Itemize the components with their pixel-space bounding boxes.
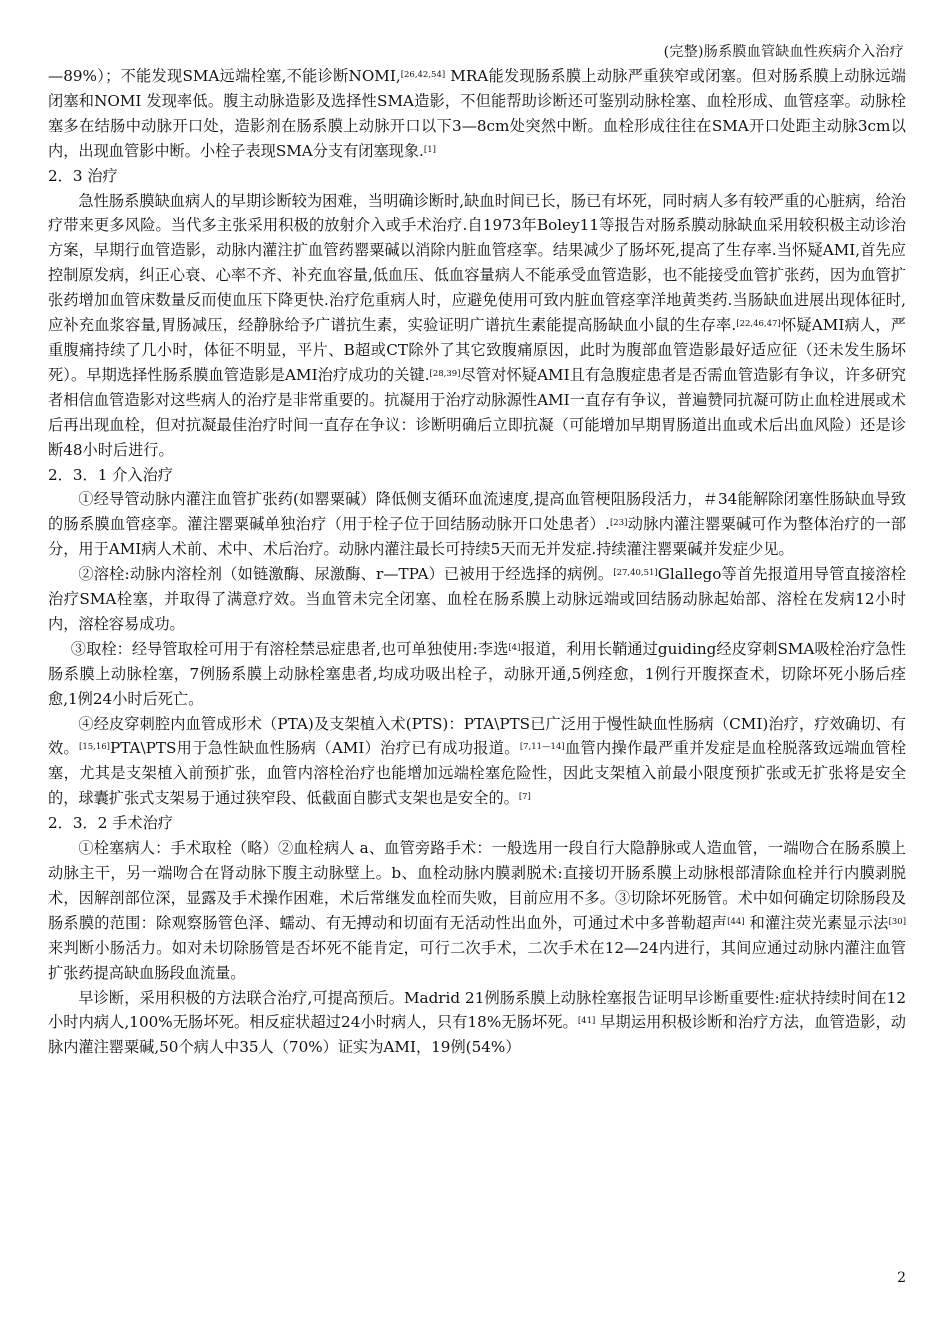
section-heading: [48, 164, 906, 189]
running-header: (完整)肠系膜血管缺血性疾病介入治疗: [663, 44, 904, 60]
text-run: 尽管对怀疑AMI且有急腹症患者是否需血管造影有争议，许多研究者相信血管造影对这些病人的治疗是非常重要的。抗凝用于治疗动脉源性AMI一直存有争议，普遍赞同抗凝可防止血栓进展或术后再出现血栓，但对抗凝最佳治疗时间一直存在争议：诊断明确后立即抗凝（可能增加早期胃肠道出血或术后出血风险）还是诊断48小时后进行。: [48, 365, 906, 459]
text-run: ④经皮穿刺腔内血管成形术（PTA)及支架植入术(PTS)：PTA\PTS已广泛用于慢性缺血性肠病（CMI)治疗，疗效确切、有效。: [48, 714, 906, 758]
paragraph: [48, 487, 906, 562]
citation-ref: [41]: [577, 1016, 596, 1027]
text-run: 2．3．1 介入治疗: [48, 465, 173, 484]
citation-ref: [7]: [518, 792, 531, 803]
text-run: 动脉内灌注罂粟碱可作为整体治疗的一部分，用于AMI病人术前、术中、术后治疗。动脉内灌注最长可持续5天而无并发症.持续灌注罂粟碱并发症少见。: [48, 515, 907, 559]
citation-ref: [15,16]: [79, 742, 110, 753]
text-run: ①经导管动脉内灌注血管扩张药(如罂粟碱）降低侧支循环血流速度,提高血管梗阻肠段活力，＃34能解除闭塞性肠缺血导致的肠系膜血管痉挛。灌注罂粟碱单独治疗（用于栓子位于回结肠动脉开口处患者）.: [48, 490, 906, 534]
text-run: 2．3．2 手术治疗: [48, 814, 173, 833]
citation-ref: [1]: [423, 144, 436, 155]
citation-ref: [30]: [888, 916, 907, 927]
citation-ref: [26,42,54]: [400, 70, 446, 80]
paragraph: [48, 189, 906, 463]
text-run: 血管内操作最严重并发症是血栓脱落致远端血管栓塞，尤其是支架植入前预扩张，血管内溶栓治疗也能增加远端栓塞危险性，因此支架植入前最小限度预扩张或无扩张将是安全的，球囊扩张式支架易于通过狭窄段、低截面自膨式支架也是安全的。: [48, 739, 907, 808]
citation-ref: [22,46,47]: [736, 319, 781, 330]
citation-ref: [44]: [727, 916, 745, 927]
text-run: Glallego等首先报道用导管直接溶栓治疗SMA栓塞，并取得了满意疗效。当血管未完全闭塞、血栓在肠系膜上动脉远端或回结肠动脉起始部、溶栓在发病12小时内，溶栓容易成功。: [48, 565, 906, 633]
citation-ref: [28,39]: [429, 368, 461, 379]
section-heading: [48, 811, 906, 836]
text-run: 来判断小肠活力。如对未切除肠管是否坏死不能肯定，可行二次手术，二次手术在12—24内进行，其间应通过动脉内灌注血管扩张药提高缺血肠段血流量。: [48, 938, 906, 982]
paragraph: [48, 562, 906, 637]
text-run: —89%）；不能发现SMA远端栓塞,不能诊断NOMI,: [48, 67, 401, 85]
text-run: ①栓塞病人：手术取栓（略）②血栓病人 a、血管旁路手术：一般选用一段自行大隐静脉或人造血管，一端吻合在肠系膜上动脉主干，另一端吻合在肾动脉下腹主动脉壁上。b、血栓动脉内膜剥脱术:直接切开肠系膜上动脉根部清除血栓并行内膜剥脱术，因解剖部位深，显露及手术操作困难，术后常继发血栓而失败，目前应用不多。③切除坏死肠管。术中如何确定切除肠段及肠系膜的范围：除观察肠管色泽、蠕动、有无搏动和切面有无活动性出血外，可通过术中多普勒超声: [48, 839, 906, 932]
section-heading: [48, 463, 906, 488]
text-run: 早期运用积极诊断和治疗方法，血管造影，动脉内灌注罂粟碱,50个病人中35人（70%）证实为AMI，19例(54%）: [48, 1013, 906, 1057]
text-run: 急性肠系膜缺血病人的早期诊断较为困难，当明确诊断时,缺血时间已长，肠已有坏死，同时病人多有较严重的心脏病，给治疗带来更多风险。当代多主张采用积极的放射介入或手术治疗.自1973年Boley11等报告对肠系膜动脉缺血采用较积极主动诊治方案，早期行血管造影，动脉内灌注扩血管药罂粟碱以消除内脏血管痉挛。结果减少了肠坏死,提高了生存率.当怀疑AMI,首先应控制原发病，纠正心衰、心率不齐、补充血容量,低血压、低血容量病人不能承受血管造影，也不能接受血管扩张药，因为血管扩张药增加血管床数量反而使血压下降更快.治疗危重病人时，应避免使用可致内脏血管痉挛洋地黄类药.当肠缺血进展出现体征时,应补充血浆容量,胃肠减压，经静脉给予广谱抗生素，实验证明广谱抗生素能提高肠缺血小鼠的生存率.: [48, 191, 906, 335]
text-run: 报道，利用长鞘通过guiding经皮穿刺SMA吸栓治疗急性肠系膜上动脉栓塞，7例肠系膜上动脉栓塞患者,均成功吸出栓子，动脉开通,5例痊愈，1例行开腹探查术，切除坏死小肠后痊愈,1例24小时后死亡。: [48, 639, 906, 708]
paragraph: [48, 836, 906, 985]
citation-ref: [7,11—14]: [519, 742, 565, 753]
text-run: PTA\PTS用于急性缺血性肠病（AMI）治疗已有成功报道。: [110, 739, 520, 758]
text-run: 怀疑AMI病人，严重腹痛持续了几小时，体征不明显，平片、B超或CT除外了其它致腹痛原因，此时为腹部血管造影最好适应征（还未发生肠坏死）。早期选择性肠系膜血管造影是AMI治疗成功的关键.: [48, 316, 906, 384]
paragraph: [48, 64, 906, 164]
text-run: ②溶栓:动脉内溶栓剂（如链激酶、尿激酶、r—TPA）已被用于经选择的病例。: [78, 565, 614, 584]
paragraph: [48, 712, 906, 812]
citation-ref: [23]: [609, 518, 628, 529]
page-number: 2: [897, 1270, 906, 1286]
citation-ref: [27,40,51]: [613, 568, 658, 579]
citation-ref: [4]: [508, 642, 521, 653]
text-run: 和灌注荧光素显示法: [744, 913, 889, 932]
text-run: MRA能发现肠系膜上动脉严重狭窄或闭塞。但对肠系膜上动脉远端闭塞和NOMI 发现率低。腹主动脉造影及选择性SMA造影，不但能帮助诊断还可鉴别动脉栓塞、血栓形成、血管痉挛。动脉栓塞多在结肠中动脉开口处，造影剂在肠系膜上动脉开口以下3—8cm处突然中断。血栓形成往往在SMA开口处距主动脉3cm以内，出现血管影中断。小栓子表现SMA分支有闭塞现象.: [48, 67, 906, 160]
text-run: ③取栓：经导管取栓可用于有溶栓禁忌症患者,也可单独使用:李选: [70, 639, 509, 658]
document-body: [48, 64, 906, 1060]
paragraph: [48, 986, 906, 1061]
text-run: 早诊断，采用积极的方法联合治疗,可提高预后。Madrid 21例肠系膜上动脉栓塞报告证明早诊断重要性:症状持续时间在12小时内病人,100%无肠坏死。相反症状超过24小时病人，只有18%无肠坏死。: [48, 988, 906, 1032]
text-run: 2．3 治疗: [48, 166, 118, 185]
paragraph: [48, 637, 906, 712]
